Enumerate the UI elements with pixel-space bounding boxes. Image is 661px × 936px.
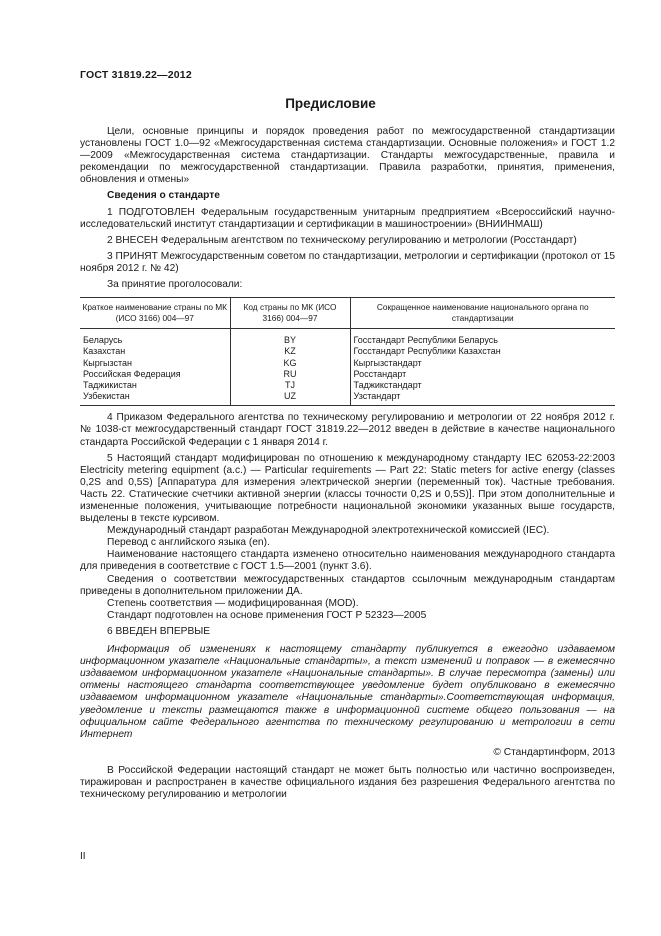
table-row <box>80 329 615 347</box>
country-cell: Казахстан <box>83 346 126 357</box>
item-5-line: Международный стандарт разработан Международной электротехнической комиссией (IEC). <box>107 525 550 537</box>
item-4: 4 Приказом Федерального агентства по техническому регулированию и метрологии от 22 ноября 2012 г. № 1038-ст межгосударственный стандарт ГОСТ 31819.22—2012 введен в действие в качестве национального стандарта Российской Федерации с 1 января 2014 г. <box>80 412 615 448</box>
item-5-line: Степень соответствия — модифицированная (MOD). <box>107 597 359 609</box>
section-subtitle: Сведения о стандарте <box>107 190 220 202</box>
code-cell: KG <box>230 358 350 369</box>
body-cell: Госстандарт Республики Беларусь <box>350 329 615 347</box>
table-row <box>80 369 615 380</box>
item-5-line: Сведения о соответствии межгосударственных стандартов ссылочным международным стандартам приведены в дополнительном приложении ДА. <box>80 573 615 597</box>
voting-table <box>80 297 615 406</box>
item-5-line: Перевод с английского языка (en). <box>107 537 270 549</box>
item-5: 5 Настоящий стандарт модифицирован по отношению к международному стандарту IEC 62053-22:2003 Electricity metering equipment (a.c.) — Particular requirements — Part 22: Static meters for active energy (classes 0,2S and 0,5S) [Аппаратура для измерения электрической энергии (переменный ток). Частные требования. Часть 22. Статические счетчики активной энергии (классы точности 0,2S и 0,5S)]. При этом дополнительные и измененные положения, учитывающие потребности национальной экономики указанных выше государств, выделены в тексте курсивом. <box>80 452 615 525</box>
body-cell: Таджикстандарт <box>350 380 615 391</box>
table-row <box>80 346 615 357</box>
country-cell: Беларусь <box>83 335 123 346</box>
table-row <box>80 380 615 391</box>
table-row <box>80 391 615 406</box>
document-header: ГОСТ 31819.22—2012 <box>80 69 192 81</box>
body-cell: Госстандарт Республики Казахстан <box>350 346 615 357</box>
code-cell: KZ <box>230 346 350 357</box>
table-header-row <box>80 298 615 329</box>
country-cell: Российская Федерация <box>83 368 181 379</box>
country-cell: Кыргызстан <box>83 357 132 368</box>
code-cell: BY <box>230 329 350 347</box>
body-cell: Узстандарт <box>350 391 615 406</box>
code-cell: UZ <box>230 391 350 406</box>
body-cell: Росстандарт <box>350 369 615 380</box>
copyright-line: © Стандартинформ, 2013 <box>493 746 615 758</box>
item-1: 1 ПОДГОТОВЛЕН Федеральным государственным унитарным предприятием «Всероссийский научно-исследовательский институт стандартизации и сертификации в машиностроении» (ВНИИНМАШ) <box>80 206 615 230</box>
body-cell: Кыргызстандарт <box>350 358 615 369</box>
reproduction-notice: В Российской Федерации настоящий стандарт не может быть полностью или частично воспроизведен, тиражирован и распространен в качестве официального издания без разрешения Федерального агентства по техническому регулированию и метрологии <box>80 764 615 801</box>
column-header-country: Краткое наименование страны по МК (ИСО 3166) 004—97 <box>80 298 230 329</box>
country-cell: Узбекистан <box>80 391 230 406</box>
item-3: 3 ПРИНЯТ Межгосударственным советом по стандартизации, метрологии и сертификации (протокол от 15 ноября 2012 г. № 42) <box>80 250 615 274</box>
page-number: II <box>80 851 86 862</box>
info-paragraph: Информация об изменениях к настоящему стандарту публикуется в ежегодно издаваемом информационном указателе «Национальные стандарты», а текст изменений и поправок — в ежемесячно издаваемом информационном указателе «Национальные стандарты». В случае пересмотра (замены) или отмены настоящего стандарта соответствующее уведомление будет опубликовано в ежемесячно издаваемом информационном указателе «Национальные стандарты».Соответствующая информация, уведомление и тексты размещаются также в информационной системе общего пользования — на официальном сайте Федерального агентства по техническому регулированию и метрологии в сети Интернет <box>80 644 615 740</box>
item-5-line: Стандарт подготовлен на основе применения ГОСТ Р 52323—2005 <box>107 609 427 621</box>
page-title: Предисловие <box>285 96 376 111</box>
item-2: 2 ВНЕСЕН Федеральным агентством по техническому регулированию и метрологии (Росстандарт) <box>107 234 577 246</box>
code-cell: TJ <box>230 380 350 391</box>
item-6: 6 ВВЕДЕН ВПЕРВЫЕ <box>107 625 211 637</box>
voted-label: За принятие проголосовали: <box>107 279 243 291</box>
document-body <box>80 126 615 801</box>
code-cell: RU <box>230 369 350 380</box>
item-5-line: Наименование настоящего стандарта изменено относительно наименования международного стандарта для приведения в соответствие с ГОСТ 1.5—2001 (пункт 3.6). <box>80 549 615 573</box>
column-header-body: Сокращенное наименование национального органа по стандартизации <box>350 298 615 329</box>
country-cell: Таджикистан <box>83 379 137 390</box>
column-header-code: Код страны по МК (ИСО 3166) 004—97 <box>230 298 350 329</box>
table-row <box>80 358 615 369</box>
intro-paragraph: Цели, основные принципы и порядок проведения работ по межгосударственной стандартизации установлены ГОСТ 1.0—92 «Межгосударственная система стандартизации. Основные положения» и ГОСТ 1.2—2009 «Межгосударственная система стандартизации. Стандарты межгосударственные, правила и рекомендации по межгосударственной стандартизации. Правила разработки, принятия, применения, обновления и отмены» <box>80 126 615 186</box>
